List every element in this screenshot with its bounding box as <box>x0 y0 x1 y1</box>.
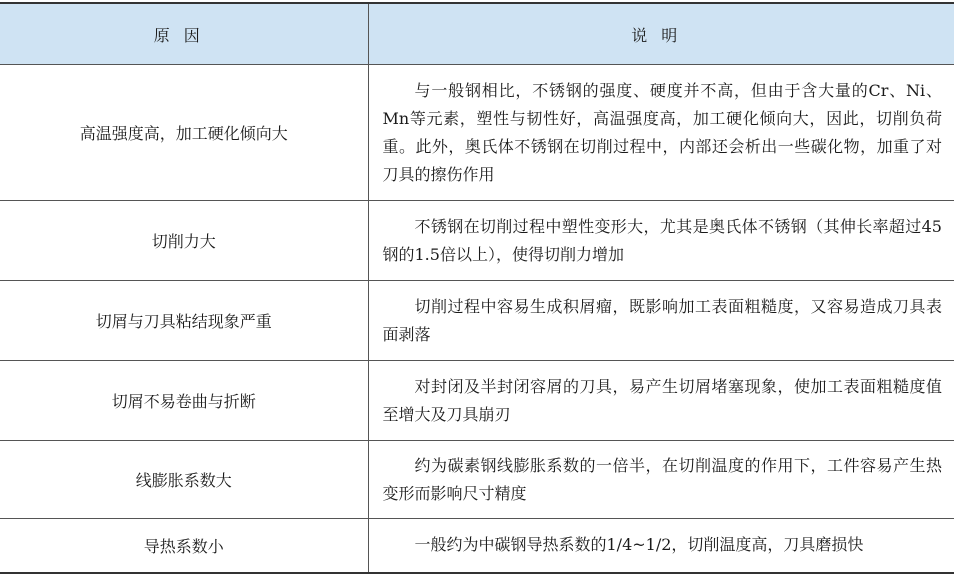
table-row <box>0 361 954 441</box>
table-body <box>0 65 954 573</box>
header-row <box>0 3 954 65</box>
reason-cell: 导热系数小 <box>0 519 368 573</box>
explanation-cell: 切削过程中容易生成积屑瘤，既影响加工表面粗糙度，又容易造成刀具表面剥落 <box>368 281 954 361</box>
table-row <box>0 65 954 201</box>
table-row <box>0 201 954 281</box>
table-header <box>0 3 954 65</box>
explanation-cell: 对封闭及半封闭容屑的刀具，易产生切屑堵塞现象，使加工表面粗糙度值至增大及刀具崩刃 <box>368 361 954 441</box>
causes-table <box>0 2 954 574</box>
reason-cell: 线膨胀系数大 <box>0 441 368 519</box>
explanation-cell: 约为碳素钢线膨胀系数的一倍半，在切削温度的作用下，工件容易产生热变形而影响尺寸精度 <box>368 441 954 519</box>
explanation-cell: 不锈钢在切削过程中塑性变形大，尤其是奥氏体不锈钢（其伸长率超过45钢的1.5倍以上），使得切削力增加 <box>368 201 954 281</box>
table-row <box>0 441 954 519</box>
reason-cell: 切削力大 <box>0 201 368 281</box>
table-row <box>0 281 954 361</box>
header-explanation: 说明 <box>368 3 954 65</box>
explanation-cell: 一般约为中碳钢导热系数的1/4~1/2，切削温度高，刀具磨损快 <box>368 519 954 573</box>
table-row <box>0 519 954 573</box>
reason-cell: 切屑不易卷曲与折断 <box>0 361 368 441</box>
reason-cell: 切屑与刀具粘结现象严重 <box>0 281 368 361</box>
reason-cell: 高温强度高，加工硬化倾向大 <box>0 65 368 201</box>
header-reason: 原因 <box>0 3 368 65</box>
explanation-cell: 与一般钢相比，不锈钢的强度、硬度并不高，但由于含大量的Cr、Ni、Mn等元素，塑性与韧性好，高温强度高，加工硬化倾向大，因此，切削负荷重。此外，奥氏体不锈钢在切削过程中，内部还会析出一些碳化物，加重了对刀具的擦伤作用 <box>368 65 954 201</box>
